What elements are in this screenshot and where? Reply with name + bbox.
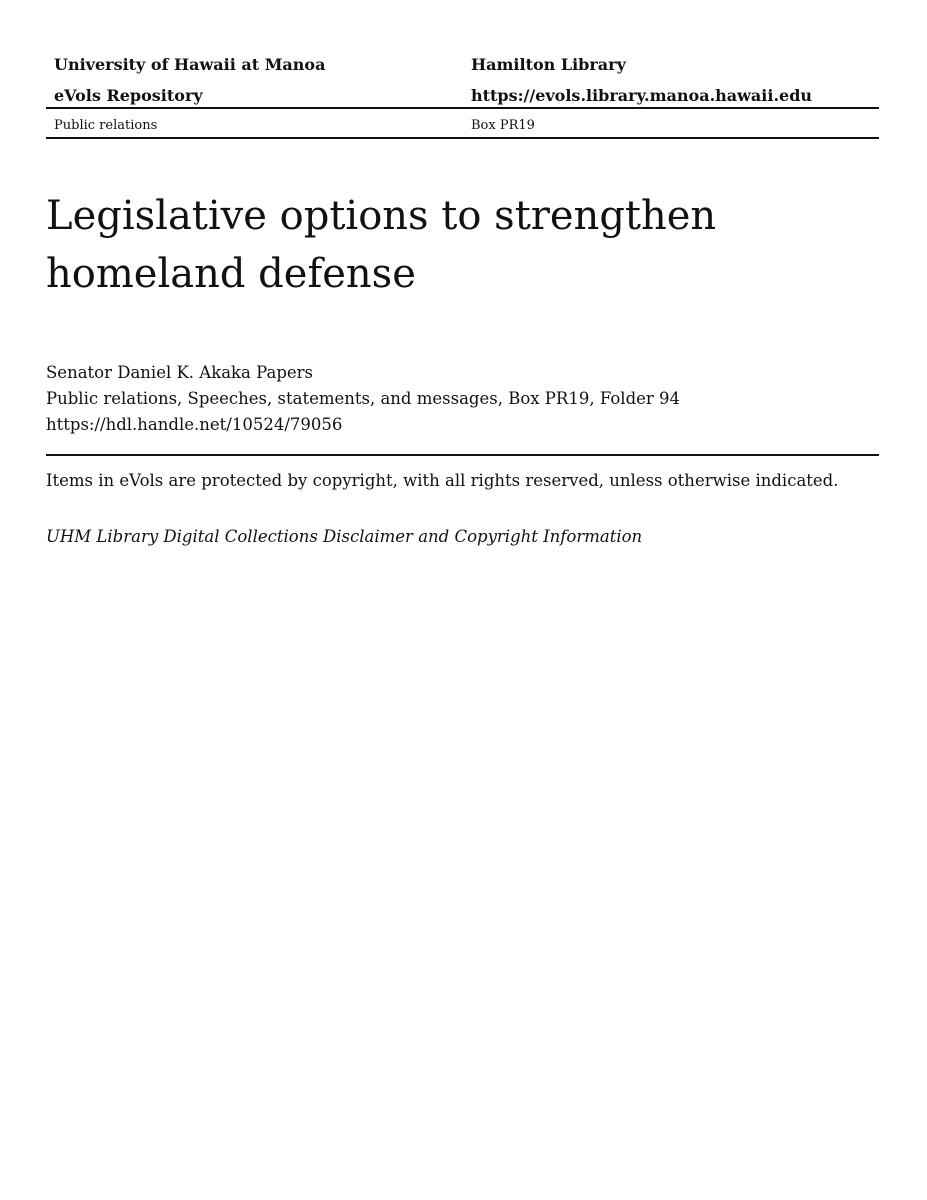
series-label: Public relations — [54, 118, 158, 133]
handle-url-link[interactable]: https://hdl.handle.net/10524/79056 — [46, 415, 343, 434]
institution-name: University of Hawaii at Manoa — [54, 55, 326, 74]
repository-name: eVols Repository — [54, 86, 203, 105]
copyright-notice: Items in eVols are protected by copyright, with all rights reserved, unless otherwise indicated. — [46, 471, 839, 490]
repository-url-link[interactable]: https://evols.library.manoa.hawaii.edu — [471, 86, 813, 105]
document-metadata — [46, 360, 680, 438]
library-name: Hamilton Library — [471, 55, 626, 74]
cover-page — [46, 0, 879, 1200]
header-divider — [46, 107, 879, 109]
box-label: Box PR19 — [471, 118, 535, 133]
folder-location: Public relations, Speeches, statements, and messages, Box PR19, Folder 94 — [46, 389, 681, 408]
header-subrow — [46, 117, 879, 135]
document-title: Legislative options to strengthen homeland defense — [46, 193, 717, 297]
collection-name: Senator Daniel K. Akaka Papers — [46, 363, 314, 382]
header-row-1 — [46, 52, 879, 83]
header-table — [46, 52, 879, 114]
disclaimer-link[interactable]: UHM Library Digital Collections Disclaimer and Copyright Information — [46, 527, 643, 546]
metadata-divider — [46, 454, 879, 456]
subrow-divider — [46, 137, 879, 139]
header-row-2 — [46, 83, 879, 114]
